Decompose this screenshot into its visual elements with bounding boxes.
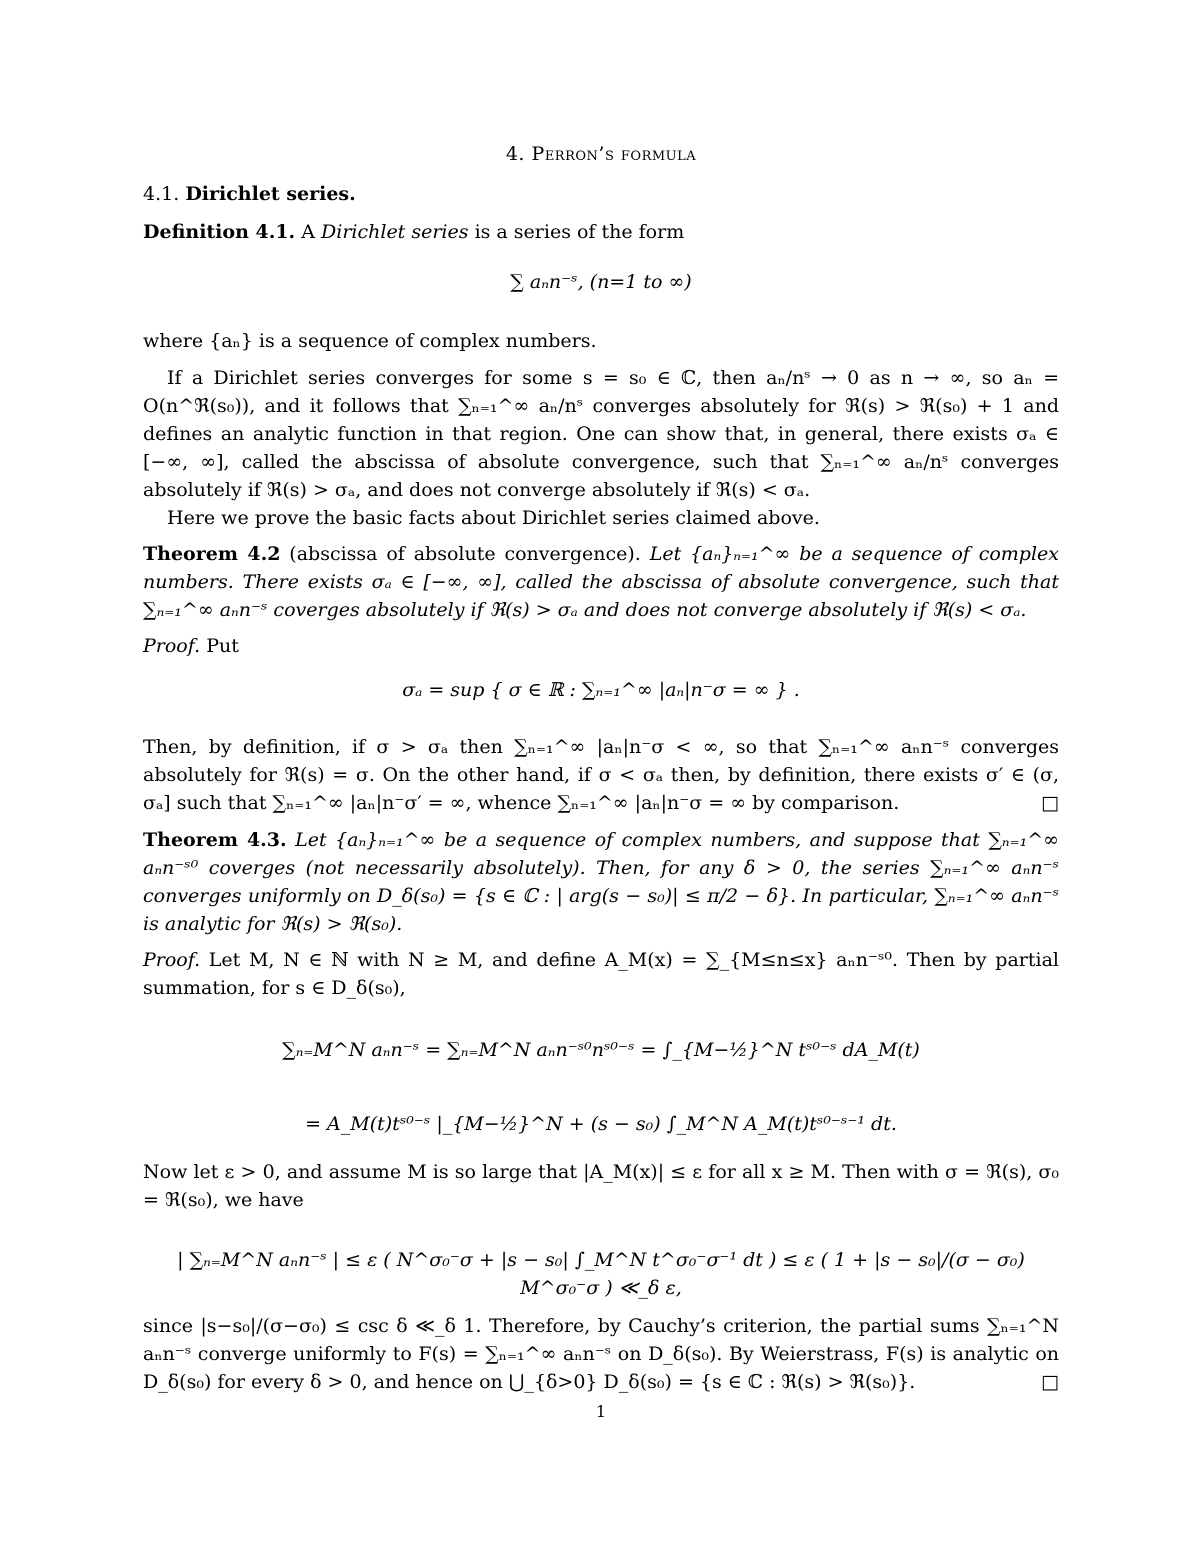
section-heading	[143, 180, 1059, 208]
proof-4-3-end	[143, 1312, 1059, 1396]
proof-4-2-intro	[143, 632, 1059, 660]
section-title: Dirichlet series.	[185, 183, 356, 205]
theorem-statement: Let {aₙ}ₙ₌₁^∞ be a sequence of complex numbers, and suppose that ∑ₙ₌₁^∞ aₙn⁻ˢ⁰ coverges (not necessarily absolutely). Then, for any δ > 0, the series ∑ₙ₌₁^∞ aₙn⁻ˢ converges uniformly on D_δ(s₀) = {s ∈ ℂ : | arg(s − s₀)| ≤ π/2 − δ}. In particular, ∑ₙ₌₁^∞ aₙn⁻ˢ is analytic for ℜ(s) > ℜ(s₀).	[143, 829, 1060, 935]
theorem-paren: (abscissa of absolute convergence).	[289, 543, 641, 565]
chapter-name: Perron’s formula	[531, 143, 697, 165]
where-line: where {aₙ} is a sequence of complex numbers.	[143, 330, 597, 352]
proof-4-2-body	[143, 733, 1059, 817]
definition-4-1	[143, 218, 1059, 246]
theorem-4-3	[143, 826, 1059, 938]
theorem-statement: Let {aₙ}ₙ₌₁^∞ be a sequence of complex numbers. There exists σₐ ∈ [−∞, ∞], called the abscissa of absolute convergence, such that ∑ₙ₌₁^∞ aₙn⁻ˢ coverges absolutely if ℜ(s) > σₐ and does not converge absolutely if ℜ(s) < σₐ.	[143, 543, 1059, 621]
dirichlet-series-equation: ∑ aₙn⁻ˢ, (n=1 to ∞)	[510, 271, 692, 293]
page-number: 1	[595, 1402, 607, 1421]
definition-text-before: A	[301, 221, 315, 243]
chapter-title	[143, 140, 1059, 168]
definition-term: Dirichlet series	[321, 221, 469, 243]
partial-summation-equation-1: ∑ₙ₌M^N aₙn⁻ˢ = ∑ₙ₌M^N aₙn⁻ˢ⁰nˢ⁰⁻ˢ = ∫_{M−½}^N tˢ⁰⁻ˢ dA_M(t)	[282, 1039, 920, 1061]
theorem-label: Theorem 4.3.	[143, 829, 287, 851]
proof-intro: Put	[206, 635, 239, 657]
partial-summation-equation-2: = A_M(t)tˢ⁰⁻ˢ |_{M−½}^N + (s − s₀) ∫_M^N A_M(t)tˢ⁰⁻ˢ⁻¹ dt.	[305, 1113, 897, 1135]
proof-end: since |s−s₀|/(σ−σ₀) ≤ csc δ ≪_δ 1. Therefore, by Cauchy’s criterion, the partial sums ∑ₙ₌₁^N aₙn⁻ˢ converge uniformly to F(s) = ∑ₙ₌₁^∞ aₙn⁻ˢ on D_δ(s₀). By Weierstrass, F(s) is analytic on D_δ(s₀) for every δ > 0, and hence on ⋃_{δ>0} D_δ(s₀) = {s ∈ ℂ : ℜ(s) > ℜ(s₀)}.	[143, 1315, 1059, 1393]
section-number: 4.1.	[143, 183, 180, 205]
proof-body: Then, by definition, if σ > σₐ then ∑ₙ₌₁^∞ |aₙ|n⁻σ < ∞, so that ∑ₙ₌₁^∞ aₙn⁻ˢ converges absolutely for ℜ(s) = σ. On the other hand, if σ < σₐ then, by definition, there exists σ′ ∈ (σ, σₐ] such that ∑ₙ₌₁^∞ |aₙ|n⁻σ′ = ∞, whence ∑ₙ₌₁^∞ |aₙ|n⁻σ = ∞ by comparison.	[143, 736, 1059, 814]
proof-intro: Let M, N ∈ ℕ with N ≥ M, and define A_M(x) = ∑_{M≤n≤x} aₙn⁻ˢ⁰. Then by partial summation, for s ∈ D_δ(s₀),	[143, 949, 1059, 999]
theorem-label: Theorem 4.2	[143, 543, 281, 565]
proof-4-3-middle: Now let ε > 0, and assume M is so large that |A_M(x)| ≤ ε for all x ≥ M. Then with σ = ℜ(s), σ₀ = ℜ(s₀), we have	[143, 1161, 1059, 1211]
paragraph-2: Here we prove the basic facts about Dirichlet series claimed above.	[167, 507, 820, 529]
qed-symbol: □	[1041, 1371, 1059, 1393]
definition-text-after: is a series of the form	[474, 221, 685, 243]
definition-label: Definition 4.1.	[143, 221, 296, 243]
bound-equation: | ∑ₙ₌M^N aₙn⁻ˢ | ≤ ε ( N^σ₀⁻σ + |s − s₀| ∫_M^N t^σ₀⁻σ⁻¹ dt ) ≤ ε ( 1 + |s − s₀|/(σ − σ₀) M^σ₀⁻σ ) ≪_δ ε,	[177, 1249, 1025, 1299]
proof-label: Proof.	[143, 635, 201, 657]
proof-4-3-intro	[143, 946, 1059, 1002]
chapter-number: 4.	[505, 143, 525, 165]
qed-symbol: □	[1041, 792, 1059, 814]
paragraph-1: If a Dirichlet series converges for some s = s₀ ∈ ℂ, then aₙ/nˢ → 0 as n → ∞, so aₙ = O(n^ℜ(s₀)), and it follows that ∑ₙ₌₁^∞ aₙ/nˢ converges absolutely for ℜ(s) > ℜ(s₀) + 1 and defines an analytic function in that region. One can show that, in general, there exists σₐ ∈ [−∞, ∞], called the abscissa of absolute convergence, such that ∑ₙ₌₁^∞ aₙ/nˢ converges absolutely if ℜ(s) > σₐ, and does not converge absolutely if ℜ(s) < σₐ.	[143, 367, 1059, 501]
theorem-4-2	[143, 540, 1059, 624]
sup-equation: σₐ = sup { σ ∈ ℝ : ∑ₙ₌₁^∞ |aₙ|n⁻σ = ∞ } .	[402, 679, 800, 701]
proof-label: Proof.	[143, 949, 201, 971]
